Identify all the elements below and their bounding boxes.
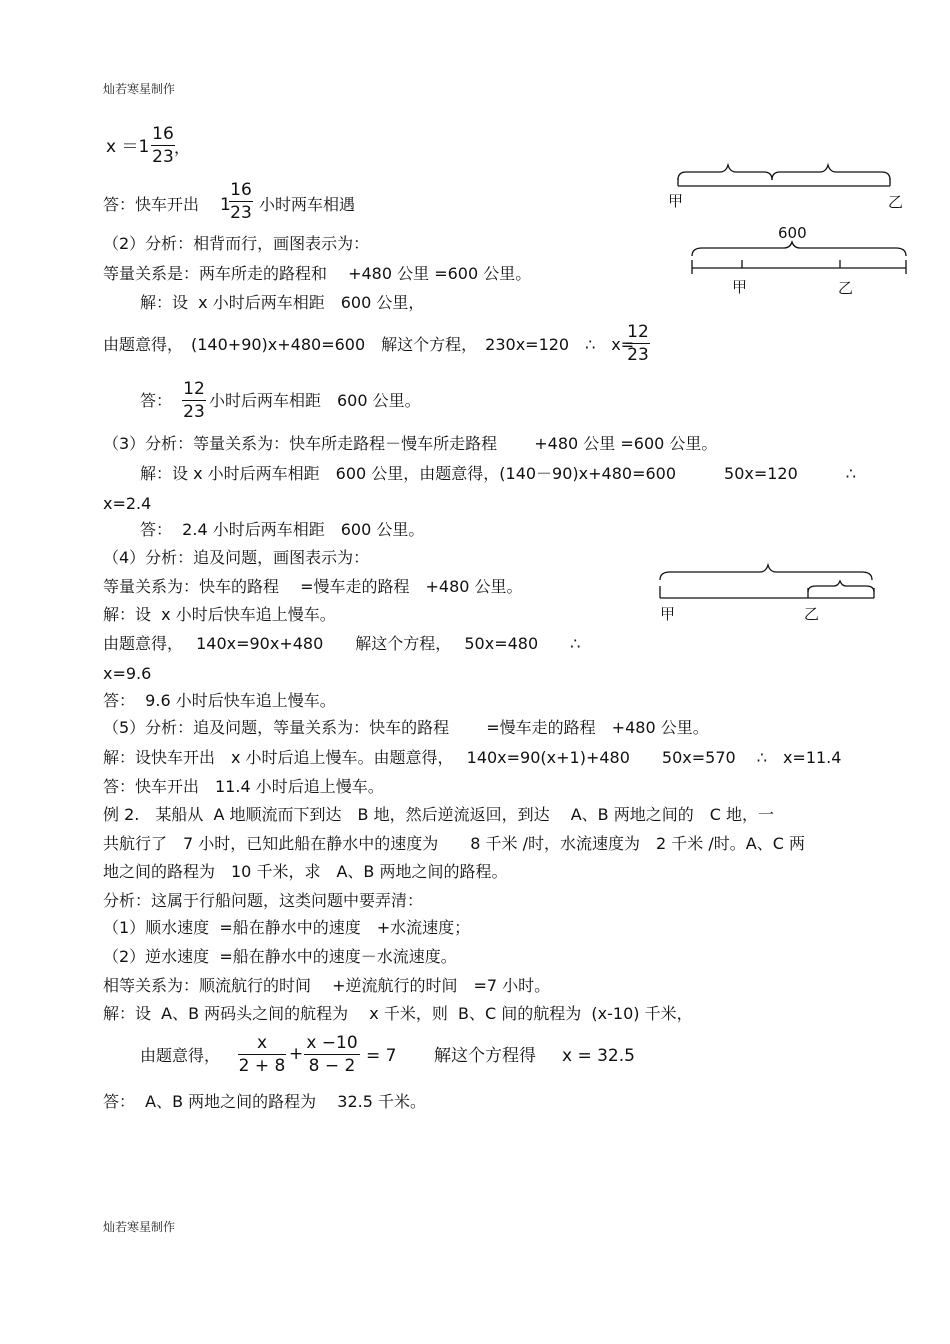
example-2-line-2: 共航行了 7 小时，已知此船在静水中的速度为 8 千米 /时，水流速度为 2 千米 /时。A、C 两 — [103, 834, 805, 853]
part-4-equation: 由题意得， 140x=90x+480 解这个方程， 50x=480 ∴ — [103, 634, 581, 653]
part-2-answer-prefix: 答： — [140, 391, 173, 410]
example-2-fraction-1: x 2 + 8 — [238, 1033, 286, 1076]
part-3-answer: 答： 2.4 小时后两车相距 600 公里。 — [140, 520, 425, 539]
part-3-result: x=2.4 — [103, 494, 152, 513]
example-2-item-2: （2）逆水速度 =船在静水中的速度－水流速度。 — [103, 947, 457, 966]
part-5-solve: 解：设快车开出 x 小时后追上慢车。由题意得， 140x=90(x+1)+480 50x=570 ∴ x=11.4 — [103, 748, 842, 767]
example-2-line-3: 地之间的路程为 10 千米，求 A、B 两地之间的路程。 — [103, 862, 508, 881]
answer-1-fraction: 16 23 — [230, 180, 252, 223]
example-2-eq-solve-label: 解这个方程得 — [434, 1046, 536, 1066]
diagram-3-label-jia: 甲 — [660, 605, 676, 623]
diagram-2-label-600: 600 — [778, 224, 807, 242]
example-2-relation: 相等关系为：顺流航行的时间 +逆流航行的时间 =7 小时。 — [103, 976, 551, 995]
part-2-answer-fraction: 12 23 — [183, 379, 205, 422]
top-equation-lhs: x ＝1 — [106, 137, 150, 157]
part-2-relation: 等量关系是：两车所走的路程和 +480 公里 =600 公里。 — [103, 264, 532, 283]
part-4-answer: 答： 9.6 小时后快车追上慢车。 — [103, 691, 336, 710]
part-5-answer: 答：快车开出 11.4 小时后追上慢车。 — [103, 777, 384, 796]
diagram-1-label-jia: 甲 — [668, 192, 684, 210]
part-5-analysis: （5）分析：追及问题，等量关系为：快车的路程 =慢车走的路程 +480 公里。 — [103, 718, 709, 737]
part-2-solve: 解：设 x 小时后两车相距 600 公里， — [140, 293, 425, 312]
top-equation-fraction: 16 23 — [152, 124, 174, 167]
diagram-3-label-yi: 乙 — [804, 605, 820, 623]
part-2-analysis: （2）分析：相背而行，画图表示为： — [103, 234, 370, 253]
example-2-plus: + — [289, 1044, 304, 1064]
example-2-eq-result: x = 32.5 — [562, 1046, 635, 1066]
example-2-fraction-2: x −10 8 − 2 — [304, 1033, 360, 1076]
diagram-1-label-yi: 乙 — [888, 193, 904, 211]
part-3-solve: 解：设 x 小时后两车相距 600 公里，由题意得，(140－90)x+480=600 50x=120 ∴ — [140, 464, 856, 483]
diagram-600-apart — [688, 222, 913, 302]
part-4-relation: 等量关系为：快车的路程 =慢车走的路程 +480 公里。 — [103, 577, 523, 596]
part-4-result: x=9.6 — [103, 664, 152, 683]
part-2-x-fraction: 12 23 — [627, 322, 649, 365]
diagram-opposite-travel — [670, 160, 910, 216]
example-2-eq-prefix: 由题意得， — [140, 1046, 221, 1065]
answer-1-suffix: 小时两车相遇 — [259, 195, 356, 214]
top-equation-comma: ， — [174, 138, 191, 157]
part-2-equation: 由题意得， (140+90)x+480=600 解这个方程， 230x=120 ∴ x= — [103, 335, 635, 354]
example-2-eq-rhs: = 7 — [366, 1046, 397, 1066]
part-2-answer-suffix: 小时后两车相距 600 公里。 — [209, 391, 421, 410]
diagram-2-label-yi: 乙 — [838, 279, 854, 297]
answer-1-prefix: 答：快车开出 — [103, 195, 200, 214]
page-footer: 灿若寒星制作 — [103, 1220, 176, 1234]
answer-1-whole: 1 — [220, 195, 231, 215]
diagram-pursuit — [656, 558, 881, 626]
example-2-analysis: 分析：这属于行船问题，这类问题中要弄清： — [103, 891, 424, 910]
part-4-analysis: （4）分析：追及问题，画图表示为： — [103, 548, 370, 567]
diagram-2-label-jia: 甲 — [732, 278, 748, 296]
page-header: 灿若寒星制作 — [103, 82, 176, 96]
example-2-line-1: 例 2. 某船从 A 地顺流而下到达 B 地，然后逆流返回，到达 A、B 两地之间的 C 地，一 — [103, 805, 774, 824]
example-2-item-1: （1）顺水速度 =船在静水中的速度 +水流速度； — [103, 918, 471, 937]
example-2-answer: 答： A、B 两地之间的路程为 32.5 千米。 — [103, 1092, 426, 1111]
part-3-analysis: （3）分析：等量关系为：快车所走路程－慢车所走路程 +480 公里 =600 公里。 — [103, 434, 718, 453]
part-4-solve: 解：设 x 小时后快车追上慢车。 — [103, 605, 336, 624]
example-2-solve: 解：设 A、B 两码头之间的航程为 x 千米，则 B、C 间的航程为 (x-10) 千米， — [103, 1004, 693, 1023]
